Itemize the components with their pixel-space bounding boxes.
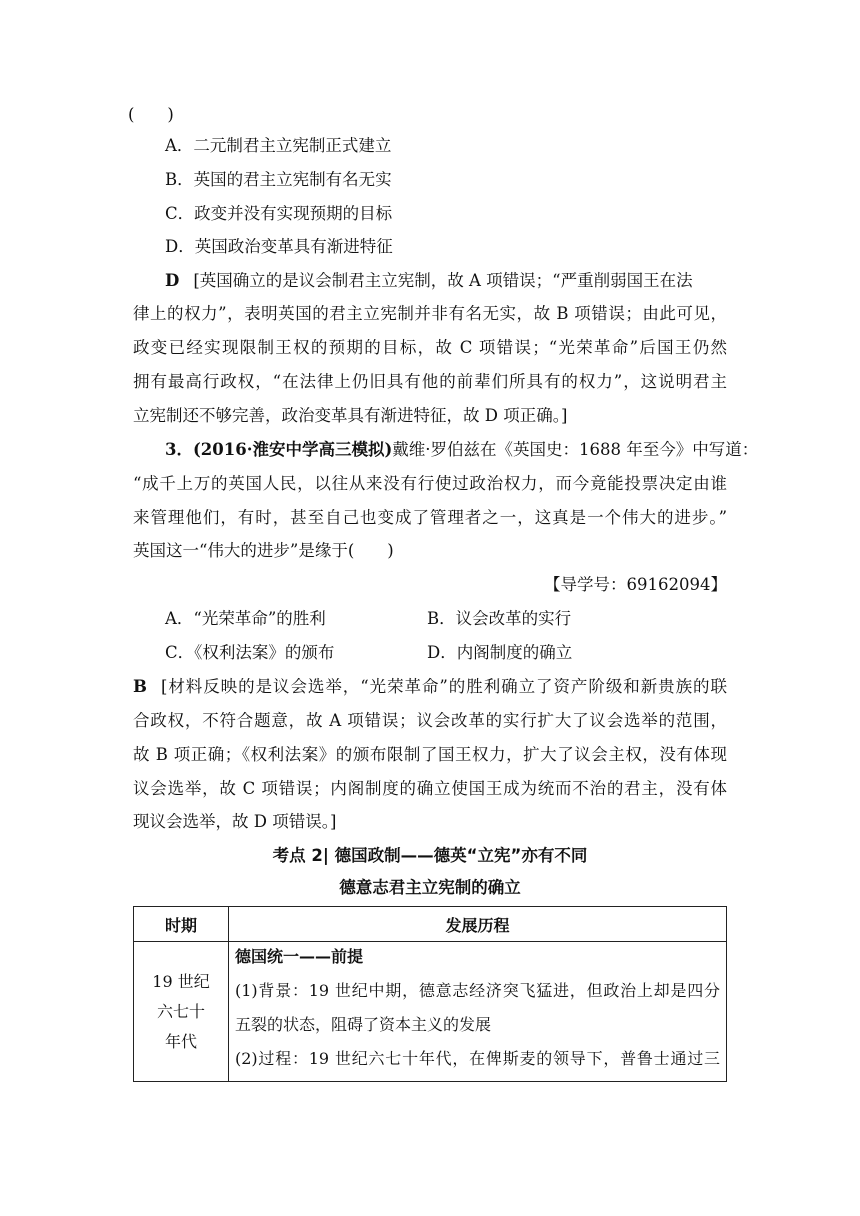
content-cell <box>229 942 727 1082</box>
table-row <box>134 942 727 1082</box>
explanation-text: [英国确立的是议会制君主立宪制，故 A 项错误；“严重削弱国王在法 <box>193 271 693 290</box>
option-b: B．议会改革的实行 <box>427 609 572 628</box>
explanation-line: 现议会选举，故 D 项错误。] <box>133 812 337 831</box>
question-stem <box>165 439 758 461</box>
development-table <box>133 906 727 1082</box>
answer-letter: B <box>133 677 147 696</box>
explanation-line: 合政权，不符合题意，故 A 项错误；议会改革的实行扩大了议会选举的范围， <box>133 711 727 730</box>
header-development: 发展历程 <box>229 907 727 942</box>
content-line: (2)过程：19 世纪六七十年代，在俾斯麦的领导下，普鲁士通过三 <box>235 1049 720 1068</box>
content-line: (1)背景：19 世纪中期，德意志经济突飞猛进，但政治上却是四分 <box>235 981 720 1000</box>
option-c: C．《权利法案》的颁布 <box>165 643 335 662</box>
period-line: 19 世纪 <box>152 971 210 991</box>
option-c: C．政变并没有实现预期的目标 <box>165 204 393 223</box>
question-line: “成千上万的英国人民，以往从来没有行使过政治权力，而今竟能投票决定由谁 <box>133 474 727 493</box>
explanation-line: 立宪制还不够完善，政治变革具有渐进特征，故 D 项正确。] <box>133 406 568 425</box>
question-text: 戴维·罗伯兹在《英国史：1688 年至今》中写道： <box>392 440 759 459</box>
guide-number: 【导学号：69162094】 <box>544 575 727 594</box>
question-line: 英国这一“伟大的进步”是缘于( ) <box>133 541 394 560</box>
question-source: (2016·淮安中学高三模拟) <box>192 440 393 459</box>
explanation-line <box>133 676 727 698</box>
section-heading: 考点 2| 德国政制——德英“立宪”亦有不同 <box>272 846 588 865</box>
option-d: D．内阁制度的确立 <box>427 643 573 662</box>
explanation-line: 故 B 项正确；《权利法案》的颁布限制了国王权力，扩大了议会主权，没有体现 <box>133 745 727 764</box>
question-number: 3． <box>165 440 193 459</box>
period-line: 六七十 <box>156 1001 205 1021</box>
content-title: 德国统一——前提 <box>235 947 364 966</box>
period-cell <box>134 942 229 1082</box>
header-period: 时期 <box>134 907 229 942</box>
answer-letter: D <box>165 271 180 290</box>
option-d: D．英国政治变革具有渐进特征 <box>165 237 393 256</box>
table-title: 德意志君主立宪制的确立 <box>339 878 521 897</box>
option-b: B．英国的君主立宪制有名无实 <box>165 170 392 189</box>
answer-bracket: ( ) <box>128 105 174 124</box>
explanation-line <box>165 270 727 292</box>
option-a: A．“光荣革命”的胜利 <box>165 609 326 628</box>
explanation-line: 律上的权力”，表明英国的君主立宪制并非有名无实，故 B 项错误；由此可见， <box>133 304 727 323</box>
explanation-line: 拥有最高行政权，“在法律上仍旧具有他的前辈们所具有的权力”，这说明君主 <box>133 372 727 391</box>
explanation-text: [材料反映的是议会选举，“光荣革命”的胜利确立了资产阶级和新贵族的联 <box>160 677 727 696</box>
period-line: 年代 <box>164 1031 197 1051</box>
table-header-row <box>134 907 727 942</box>
explanation-line: 政变已经实现限制王权的预期的目标，故 C 项错误；“光荣革命”后国王仍然 <box>133 338 727 357</box>
content-line: 五裂的状态，阻碍了资本主义的发展 <box>235 1015 492 1034</box>
option-a: A．二元制君主立宪制正式建立 <box>165 136 392 155</box>
explanation-line: 议会选举，故 C 项错误；内阁制度的确立使国王成为统而不治的君主，没有体 <box>133 779 727 798</box>
question-line: 来管理他们，有时，甚至自己也变成了管理者之一，这真是一个伟大的进步。” <box>133 508 727 527</box>
